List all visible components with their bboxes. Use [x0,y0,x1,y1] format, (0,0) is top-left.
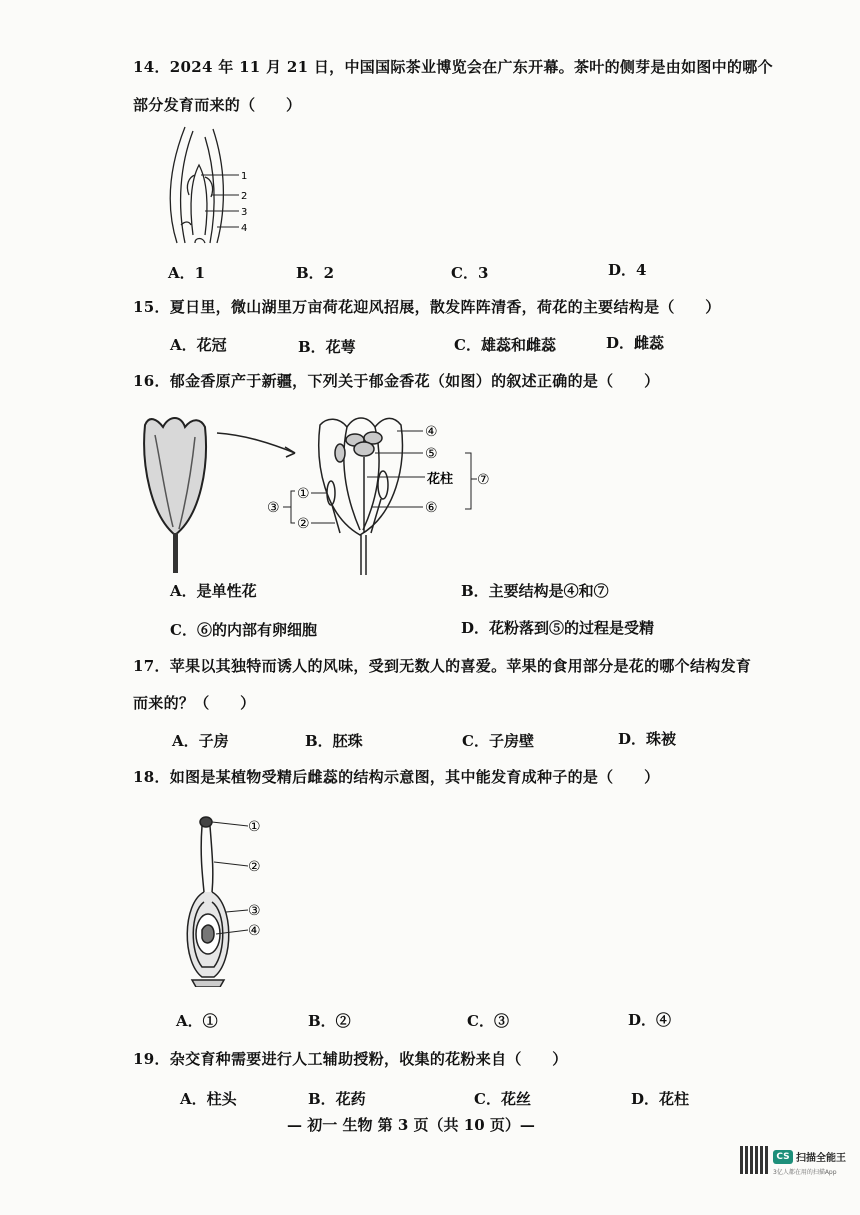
bud-diagram [155,125,265,250]
pistil-diagram [180,812,280,987]
q17-option-a[interactable]: A．子房 [172,732,229,750]
bud-label-2: 2 [241,191,248,202]
q17-option-c[interactable]: C．子房壁 [462,732,534,750]
q15-stem: 15．夏日里，微山湖里万亩荷花迎风招展，散发阵阵清香，荷花的主要结构是（ ） [133,298,721,316]
bud-label-3: 3 [241,207,248,218]
tulip-photo [144,418,206,573]
watermark-subtitle: 3亿人都在用的扫描App [773,1169,837,1176]
q14-option-d[interactable]: D．4 [608,261,647,279]
pistil-label-4: ④ [248,923,261,939]
watermark-title: 扫描全能王 [796,1153,846,1164]
q17-stem-line2: 而来的？（ ） [133,694,256,712]
tulip-label-5: ⑤ [425,446,438,462]
q18-option-a[interactable]: A．① [176,1012,218,1030]
tulip-label-7: ⑦ [477,472,490,488]
pistil-label-2: ② [248,859,261,875]
q18-option-b[interactable]: B．② [308,1012,351,1030]
tulip-section [319,418,403,575]
bud-outer-leaf-right [213,129,223,243]
q18-option-c[interactable]: C．③ [467,1012,509,1030]
q14-option-c[interactable]: C．3 [451,264,489,282]
q16-option-a[interactable]: A．是单性花 [170,582,257,600]
tulip-label-2: ② [297,516,310,532]
q19-option-b[interactable]: B．花药 [308,1090,366,1108]
q16-option-b[interactable]: B．主要结构是④和⑦ [461,582,609,600]
q19-stem: 19．杂交育种需要进行人工辅助授粉，收集的花粉来自（ ） [133,1050,568,1068]
camscanner-logo-icon: CS [773,1150,793,1164]
q17-option-b[interactable]: B．胚珠 [305,732,363,750]
tulip-label-3: ③ [267,500,280,516]
q16-option-c[interactable]: C．⑥的内部有卵细胞 [170,621,317,639]
q14-option-b[interactable]: B．2 [296,264,335,282]
q15-option-d[interactable]: D．雌蕊 [606,334,665,352]
q16-option-d[interactable]: D．花粉落到⑤的过程是受精 [461,619,655,637]
tulip-label-4: ④ [425,424,438,440]
q16-stem: 16．郁金香原产于新疆，下列关于郁金香花（如图）的叙述正确的是（ ） [133,372,660,390]
q18-option-d[interactable]: D．④ [628,1011,672,1029]
arrow [217,433,295,453]
tulip-label-1: ① [297,486,310,502]
q14-stem-line1: 14．2024 年 11 月 21 日，中国国际茶业博览会在广东开幕。茶叶的侧芽是由如图中的哪个 [133,58,773,76]
q15-option-a[interactable]: A．花冠 [170,336,227,354]
bud-outer-leaf-left [170,127,185,243]
q19-option-c[interactable]: C．花丝 [474,1090,531,1108]
q14-stem-line2: 部分发育而来的（ ） [133,96,302,114]
qr-code-icon [740,1146,768,1174]
tulip-diagram [135,405,515,575]
q14-option-a[interactable]: A．1 [168,264,206,282]
pistil-label-3: ③ [248,903,261,919]
q15-option-b[interactable]: B．花萼 [298,338,356,356]
tulip-label-style: 花柱 [427,472,454,487]
q19-option-d[interactable]: D．花柱 [631,1090,690,1108]
pistil-label-1: ① [248,819,261,835]
q15-option-c[interactable]: C．雄蕊和雌蕊 [454,336,556,354]
page-footer: — 初一 生物 第 3 页（共 10 页）— [287,1116,535,1134]
q19-option-a[interactable]: A．柱头 [180,1090,237,1108]
tulip-label-6: ⑥ [425,500,438,516]
q17-option-d[interactable]: D．珠被 [618,730,677,748]
q17-stem-line1: 17．苹果以其独特而诱人的风味，受到无数人的喜爱。苹果的食用部分是花的哪个结构发育 [133,657,752,675]
bud-label-4: 4 [241,223,248,234]
bud-label-1: 1 [241,171,248,182]
q18-stem: 18．如图是某植物受精后雌蕊的结构示意图，其中能发育成种子的是（ ） [133,768,660,786]
